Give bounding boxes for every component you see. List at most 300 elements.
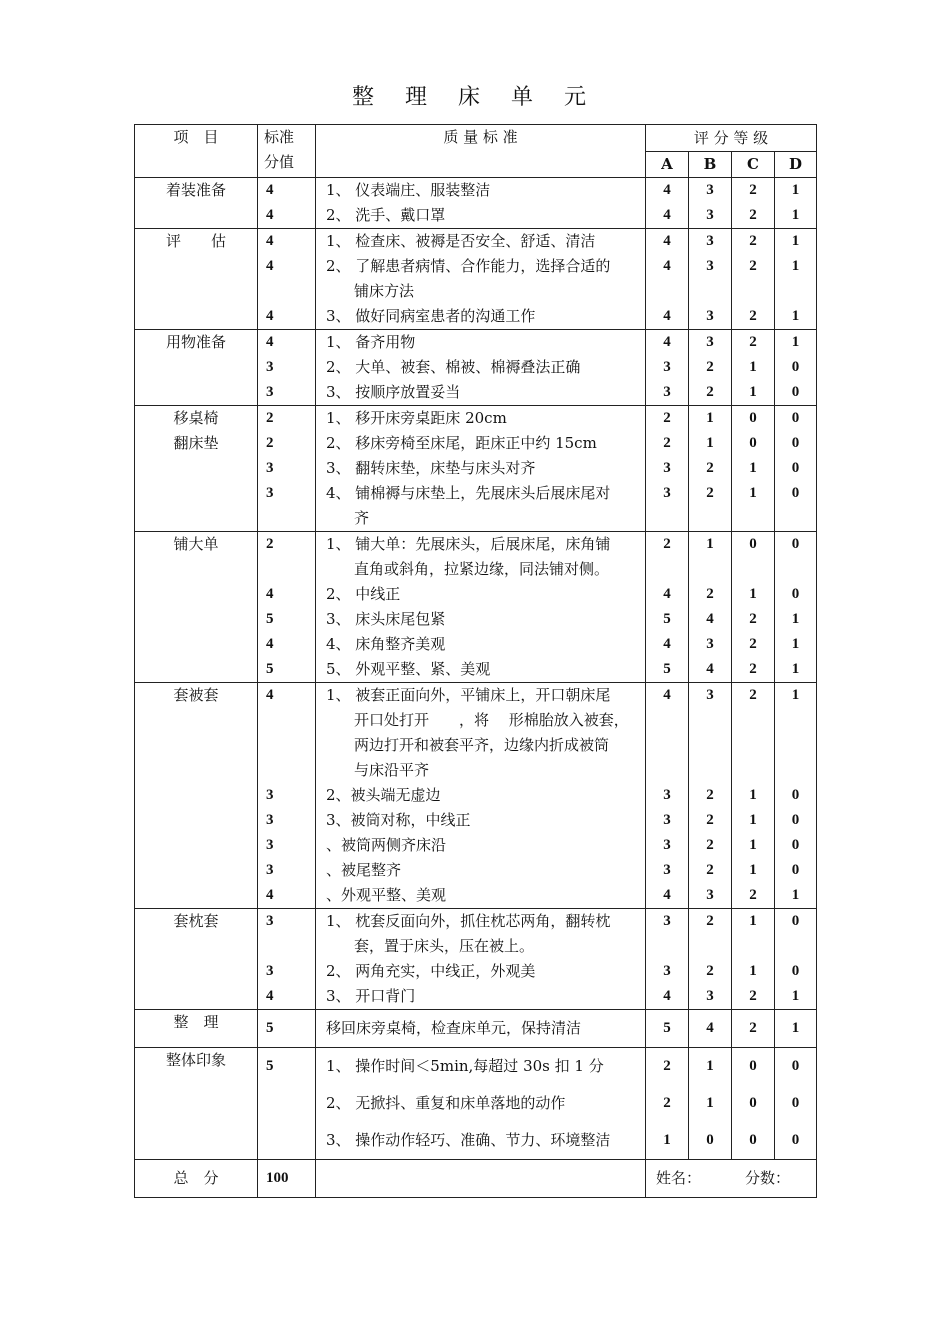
row-grade: 0 (749, 435, 757, 451)
row-grade: 1 (791, 308, 800, 324)
row-grade: 1 (706, 1058, 714, 1074)
row-grade: 2 (749, 334, 757, 350)
row-grade: 2 (706, 812, 714, 828)
section-scores (258, 330, 316, 406)
header-quality (316, 125, 646, 178)
spacer (732, 279, 774, 304)
standard-line: 移回床旁桌椅，检查床单元，保持清洁 (326, 1019, 582, 1037)
row-grade: 3 (663, 460, 671, 476)
section-grade-b (689, 178, 732, 229)
grade-b-header: B (689, 152, 732, 178)
section-grade-c (732, 178, 775, 229)
row-score: 4 (266, 988, 274, 1004)
total-label: 总 分 (135, 1160, 258, 1198)
total-score: 100 (258, 1160, 316, 1198)
standard-line: 2、被头端无虚边 (326, 786, 441, 804)
row-grade: 0 (791, 435, 800, 451)
spacer (689, 733, 731, 758)
item-label: 移桌椅 (173, 409, 219, 427)
section-standards (316, 330, 646, 406)
item-label: 着装准备 (165, 181, 226, 199)
spacer (646, 557, 688, 582)
section-grade-a (646, 909, 689, 1010)
standard-line: 3、 操作动作轻巧、准确、节力、环境整洁 (326, 1131, 611, 1149)
row-grade: 0 (791, 410, 800, 426)
section-scores (258, 909, 316, 1010)
row-grade: 4 (663, 334, 671, 350)
row-grade: 4 (663, 182, 671, 198)
standard-line: 4、 铺棉褥与床垫上，先展床头后展床尾对 (326, 484, 611, 502)
section-item (135, 1010, 258, 1048)
row-score: 3 (266, 359, 274, 375)
spacer (646, 279, 688, 304)
standard-line: 2、 中线正 (326, 585, 401, 603)
item-label: 套被套 (173, 686, 219, 704)
total-signature (646, 1160, 817, 1198)
row-score: 4 (266, 308, 274, 324)
row-grade: 0 (749, 410, 757, 426)
section-row (135, 330, 817, 406)
spacer (258, 758, 315, 783)
standard-line: 3、 按顺序放置妥当 (326, 383, 461, 401)
standard-line: 2、 无掀抖、重复和床单落地的动作 (326, 1094, 566, 1112)
header-quality-label: 质 量 标 准 (443, 128, 518, 146)
row-grade: 1 (791, 334, 800, 350)
row-grade: 3 (663, 837, 671, 853)
spacer (732, 733, 774, 758)
row-score: 3 (266, 485, 274, 501)
standard-line: 3、 做好同病室患者的沟通工作 (326, 307, 536, 325)
row-grade: 0 (791, 384, 800, 400)
row-grade: 1 (791, 207, 800, 223)
row-score (258, 1122, 315, 1159)
standard-line: 1、 备齐用物 (326, 333, 416, 351)
row-grade: 4 (706, 661, 714, 677)
row-grade: 0 (749, 1132, 757, 1148)
section-grade-c (732, 1048, 775, 1160)
section-grade-d (775, 1010, 817, 1048)
row-grade: 2 (749, 233, 757, 249)
row-grade: 0 (791, 837, 800, 853)
header-row (135, 125, 817, 152)
section-grade-a (646, 532, 689, 683)
section-grade-d (775, 178, 817, 229)
spacer (732, 506, 774, 531)
section-grade-a (646, 1010, 689, 1048)
row-grade: 0 (791, 1095, 800, 1111)
row-score: 4 (266, 182, 274, 198)
row-grade: 2 (706, 485, 714, 501)
row-score: 2 (266, 410, 274, 426)
section-standards (316, 229, 646, 330)
row-grade: 1 (791, 182, 800, 198)
row-grade: 1 (706, 1095, 714, 1111)
row-grade: 0 (791, 913, 800, 929)
section-scores (258, 229, 316, 330)
header-grade (646, 125, 817, 152)
row-grade: 4 (663, 233, 671, 249)
spacer (775, 934, 816, 959)
row-grade: 2 (749, 661, 757, 677)
section-grade-b (689, 1048, 732, 1160)
row-grade: 2 (749, 636, 757, 652)
section-grade-b (689, 532, 732, 683)
row-grade: 1 (791, 636, 800, 652)
standard-line: 1、 检查床、被褥是否安全、舒适、清洁 (326, 232, 596, 250)
spacer (775, 733, 816, 758)
standard-line: 铺床方法 (354, 282, 415, 300)
standard-line: 1、 铺大单：先展床头，后展床尾，床角铺 (326, 535, 611, 553)
section-grade-a (646, 683, 689, 909)
row-grade: 1 (791, 233, 800, 249)
row-score: 4 (266, 636, 274, 652)
standard-line: 2、 大单、被套、棉被、棉褥叠法正确 (326, 358, 581, 376)
spacer (646, 733, 688, 758)
header-item-label: 项 目 (173, 128, 219, 146)
row-grade: 1 (663, 1132, 671, 1148)
section-grade-d (775, 909, 817, 1010)
section-item (135, 229, 258, 330)
row-grade: 2 (749, 308, 757, 324)
section-grade-d (775, 532, 817, 683)
total-empty (316, 1160, 646, 1198)
row-score: 3 (266, 913, 274, 929)
row-grade: 0 (791, 485, 800, 501)
header-grade-label: 评 分 等 级 (693, 129, 769, 147)
grade-d-header: D (775, 152, 817, 178)
row-grade: 2 (706, 963, 714, 979)
section-row (135, 683, 817, 909)
row-grade: 2 (663, 410, 671, 426)
row-grade: 1 (749, 359, 757, 375)
row-grade: 2 (706, 460, 714, 476)
row-grade: 4 (663, 887, 671, 903)
item-label: 用物准备 (165, 333, 226, 351)
header-score-line2: 分值 (264, 153, 295, 171)
row-grade: 1 (749, 862, 757, 878)
row-grade: 4 (663, 687, 671, 703)
row-grade: 3 (663, 384, 671, 400)
row-grade: 2 (706, 359, 714, 375)
row-score: 4 (266, 586, 274, 602)
row-grade: 4 (663, 258, 671, 274)
row-grade: 3 (663, 862, 671, 878)
row-score: 2 (266, 435, 274, 451)
row-grade: 1 (791, 988, 800, 1004)
row-grade: 3 (663, 787, 671, 803)
row-grade: 1 (749, 787, 757, 803)
row-grade: 0 (706, 1132, 714, 1148)
row-grade: 1 (791, 258, 800, 274)
standard-line: 1、 被套正面向外，平铺床上，开口朝床尾 (326, 686, 611, 704)
row-grade: 2 (663, 435, 671, 451)
row-grade: 1 (791, 661, 800, 677)
section-standards (316, 909, 646, 1010)
section-item (135, 178, 258, 229)
row-score: 3 (266, 460, 274, 476)
section-row (135, 1048, 817, 1160)
row-grade: 4 (706, 611, 714, 627)
standard-line: 5、 外观平整、紧、美观 (326, 660, 491, 678)
row-grade: 3 (706, 182, 714, 198)
spacer (689, 708, 731, 733)
row-grade: 2 (706, 913, 714, 929)
row-grade: 0 (791, 359, 800, 375)
section-row (135, 178, 817, 229)
points-label: 分数： (745, 1169, 791, 1187)
standard-line: 3、 床头床尾包紧 (326, 610, 446, 628)
spacer (258, 733, 315, 758)
row-grade: 1 (791, 887, 800, 903)
standard-line: 2、 洗手、戴口罩 (326, 206, 446, 224)
row-grade: 3 (663, 485, 671, 501)
row-grade: 1 (706, 410, 714, 426)
section-standards (316, 178, 646, 229)
standard-line: 2、 移床旁椅至床尾，距床正中约 15cm (326, 434, 597, 452)
section-item (135, 683, 258, 909)
grade-c-header: C (732, 152, 775, 178)
row-grade: 0 (791, 536, 800, 552)
row-grade: 2 (663, 536, 671, 552)
row-grade: 0 (791, 862, 800, 878)
row-grade: 0 (791, 1132, 800, 1148)
standard-line: 4、 床角整齐美观 (326, 635, 446, 653)
row-grade: 3 (706, 334, 714, 350)
spacer (646, 708, 688, 733)
item-label: 套枕套 (173, 912, 219, 930)
row-score: 3 (266, 963, 274, 979)
section-grade-c (732, 532, 775, 683)
row-score: 4 (266, 207, 274, 223)
row-grade: 3 (663, 812, 671, 828)
section-grade-d (775, 406, 817, 532)
section-grade-c (732, 330, 775, 406)
row-grade: 2 (749, 182, 757, 198)
row-grade: 2 (749, 207, 757, 223)
section-row (135, 229, 817, 330)
standard-line: 、被筒两侧齐床沿 (326, 836, 447, 854)
row-grade: 1 (749, 460, 757, 476)
section-scores (258, 683, 316, 909)
section-standards (316, 683, 646, 909)
row-grade: 1 (791, 687, 800, 703)
row-grade: 1 (706, 435, 714, 451)
row-grade: 0 (791, 963, 800, 979)
standard-line: 3、被筒对称，中线正 (326, 811, 471, 829)
spacer (775, 557, 816, 582)
spacer (732, 758, 774, 783)
row-grade: 3 (663, 913, 671, 929)
section-item (135, 1048, 258, 1160)
spacer (732, 557, 774, 582)
row-score: 4 (266, 887, 274, 903)
spacer (258, 934, 315, 959)
standard-line: 2、 了解患者病情、合作能力，选择合适的 (326, 257, 611, 275)
row-grade: 0 (749, 1095, 757, 1111)
row-grade: 1 (749, 384, 757, 400)
row-score: 5 (266, 661, 274, 677)
row-score: 5 (266, 611, 274, 627)
section-grade-c (732, 683, 775, 909)
section-item (135, 909, 258, 1010)
spacer (258, 279, 315, 304)
section-scores (258, 532, 316, 683)
section-grade-a (646, 229, 689, 330)
row-grade: 2 (749, 1020, 757, 1036)
standard-line: 2、 两角充实，中线正，外观美 (326, 962, 536, 980)
section-grade-b (689, 406, 732, 532)
section-scores (258, 178, 316, 229)
row-grade: 2 (706, 837, 714, 853)
section-grade-a (646, 1048, 689, 1160)
section-standards (316, 1010, 646, 1048)
row-grade: 3 (706, 636, 714, 652)
row-grade: 2 (749, 988, 757, 1004)
row-grade: 2 (706, 787, 714, 803)
spacer (646, 934, 688, 959)
spacer (775, 279, 816, 304)
standard-line: 齐 (354, 509, 370, 527)
standard-line: 1、 操作时间＜5min,每超过 30s 扣 1 分 (326, 1057, 604, 1075)
row-score: 3 (266, 862, 274, 878)
section-grade-b (689, 909, 732, 1010)
row-score: 4 (266, 233, 274, 249)
row-score: 4 (266, 258, 274, 274)
standard-line: 3、 开口背门 (326, 987, 416, 1005)
row-grade: 3 (706, 887, 714, 903)
row-score: 3 (266, 384, 274, 400)
row-grade: 3 (663, 359, 671, 375)
spacer (689, 934, 731, 959)
row-grade: 4 (663, 207, 671, 223)
row-grade: 3 (706, 988, 714, 1004)
row-grade: 4 (663, 988, 671, 1004)
standard-line: 3、 翻转床垫，床垫与床头对齐 (326, 459, 536, 477)
row-grade: 0 (791, 812, 800, 828)
standard-line: 两边打开和被套平齐，边缘内折成被筒 (354, 736, 610, 754)
grade-a-header: A (646, 152, 689, 178)
section-grade-b (689, 683, 732, 909)
item-label: 铺大单 (173, 535, 219, 553)
section-grade-b (689, 229, 732, 330)
section-item (135, 532, 258, 683)
section-grade-c (732, 229, 775, 330)
row-score: 3 (266, 837, 274, 853)
section-row (135, 406, 817, 532)
row-grade: 1 (749, 812, 757, 828)
section-grade-d (775, 1048, 817, 1160)
row-score: 4 (266, 687, 274, 703)
row-grade: 1 (749, 913, 757, 929)
header-item (135, 125, 258, 178)
section-row (135, 532, 817, 683)
standard-line: 、被尾整齐 (326, 861, 402, 879)
spacer (258, 708, 315, 733)
name-label: 姓名： (656, 1169, 702, 1187)
row-grade: 2 (663, 1058, 671, 1074)
row-grade: 5 (663, 611, 671, 627)
row-grade: 2 (706, 384, 714, 400)
section-scores (258, 1010, 316, 1048)
row-grade: 4 (663, 308, 671, 324)
row-score: 3 (266, 812, 274, 828)
spacer (732, 934, 774, 959)
section-grade-a (646, 330, 689, 406)
row-grade: 0 (791, 586, 800, 602)
spacer (646, 758, 688, 783)
row-grade: 3 (706, 308, 714, 324)
row-grade: 0 (791, 787, 800, 803)
header-score-line1: 标准 (264, 128, 295, 146)
row-grade: 0 (749, 1058, 757, 1074)
section-grade-d (775, 683, 817, 909)
row-grade: 1 (791, 1020, 800, 1036)
section-grade-c (732, 1010, 775, 1048)
section-item (135, 330, 258, 406)
spacer (732, 708, 774, 733)
section-row (135, 909, 817, 1010)
row-grade: 3 (663, 963, 671, 979)
row-grade: 1 (749, 837, 757, 853)
standard-line: 开口处打开 ，将 形棉胎放入被套， (354, 711, 629, 729)
row-grade: 4 (663, 586, 671, 602)
total-row (135, 1160, 817, 1198)
row-score (258, 1085, 315, 1122)
spacer (689, 758, 731, 783)
section-scores (258, 1048, 316, 1160)
standard-line: 、外观平整、美观 (326, 886, 447, 904)
row-grade: 4 (706, 1020, 714, 1036)
section-row (135, 1010, 817, 1048)
row-grade: 2 (749, 887, 757, 903)
section-item (135, 406, 258, 532)
row-grade: 4 (663, 636, 671, 652)
section-grade-c (732, 406, 775, 532)
page-title: 整 理 床 单 元 (352, 85, 598, 110)
row-grade: 0 (791, 1058, 800, 1074)
standard-line: 1、 枕套反面向外，抓住枕芯两角，翻转枕 (326, 912, 611, 930)
standard-line: 1、 移开床旁桌距床 20cm (326, 409, 507, 427)
row-grade: 1 (749, 586, 757, 602)
row-grade: 2 (749, 611, 757, 627)
standard-line: 直角或斜角，拉紧边缘，同法铺对侧。 (354, 560, 610, 578)
row-grade: 1 (749, 963, 757, 979)
row-grade: 3 (706, 687, 714, 703)
spacer (689, 279, 731, 304)
spacer (689, 557, 731, 582)
row-grade: 1 (706, 536, 714, 552)
item-label: 整体印象 (165, 1051, 226, 1069)
spacer (689, 506, 731, 531)
row-score: 5 (266, 1058, 274, 1074)
row-grade: 2 (706, 862, 714, 878)
spacer (775, 708, 816, 733)
spacer (258, 506, 315, 531)
row-grade: 3 (706, 258, 714, 274)
section-grade-d (775, 229, 817, 330)
row-grade: 1 (791, 611, 800, 627)
section-grade-b (689, 330, 732, 406)
row-grade: 5 (663, 1020, 671, 1036)
row-grade: 3 (706, 233, 714, 249)
section-grade-a (646, 406, 689, 532)
item-label: 评 估 (165, 232, 226, 250)
row-score: 5 (266, 1020, 274, 1036)
row-grade: 0 (791, 460, 800, 476)
section-standards (316, 532, 646, 683)
section-grade-a (646, 178, 689, 229)
spacer (258, 557, 315, 582)
